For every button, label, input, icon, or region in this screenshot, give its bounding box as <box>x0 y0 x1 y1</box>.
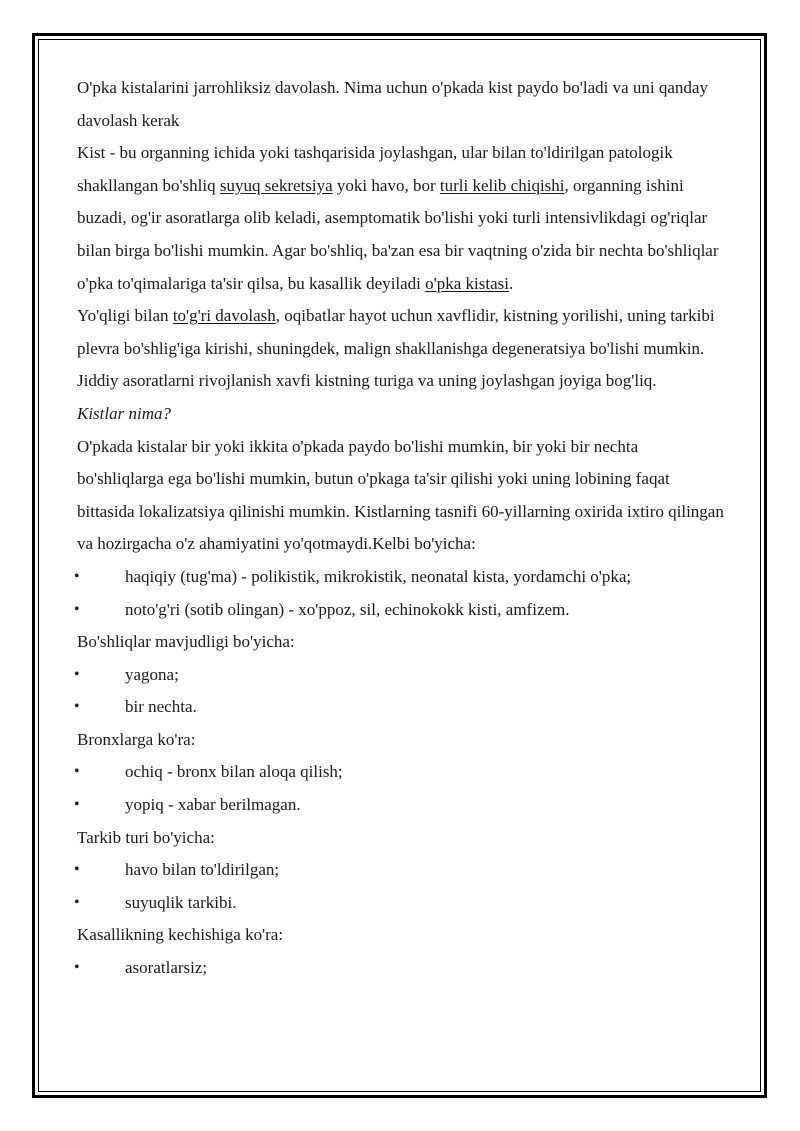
list-item <box>74 691 727 724</box>
link-togri-davolash[interactable]: to'g'ri davolash <box>172 306 276 326</box>
bullet-icon: • <box>74 567 80 585</box>
link-opka-kistasi[interactable]: o'pka kistasi <box>425 273 509 293</box>
text-run: yoki havo, bor <box>332 175 440 195</box>
list-item-text: suyuqlik tarkibi. <box>125 892 237 912</box>
bullet-icon: • <box>74 763 80 781</box>
label-cavities: Bo'shliqlar mavjudligi bo'yicha: <box>77 632 295 652</box>
text-run: Kist - bu organning ichida yoki tashqarisida joylashgan, ular bilan to'ldirilgan patologik shakllangan bo'shliq <box>77 143 673 195</box>
paragraph-definition <box>77 137 727 300</box>
list-item-text: bir nechta. <box>125 697 197 717</box>
document-body <box>74 72 727 985</box>
list-cavities <box>74 659 727 724</box>
list-item <box>74 789 727 822</box>
bullet-icon: • <box>74 600 80 618</box>
list-item-text: yopiq - xabar berilmagan. <box>125 795 301 815</box>
label-bronchi: Bronxlarga ko'ra: <box>77 729 196 749</box>
bullet-icon: • <box>74 861 80 879</box>
text-run: . <box>508 273 514 293</box>
list-item-text: noto'g'ri (sotib olingan) - xo'ppoz, sil, echinokokk kisti, amfizem. <box>125 599 570 619</box>
list-item <box>74 659 727 692</box>
text-run: , oqibatlar hayot uchun xavflidir, kistning yorilishi, uning tarkibi plevra bo'shlig'iga kirishi, shuningdek, malign shakllanishga degeneratsiya bo'lishi mumkin. Jiddiy asoratlarni rivojlanish xavfi kistning turiga va uning joylashgan joyiga bog'liq. <box>77 306 715 391</box>
bullet-icon: • <box>74 893 80 911</box>
list-item <box>74 887 727 920</box>
list-course <box>74 952 727 985</box>
text-run: , organning ishini buzadi, og'ir asoratlarga olib keladi, asemptomatik bo'lishi yoki turli intensivlikdagi og'riqlar bilan birga bo'lishi mumkin. Agar bo'shliq, ba'zan esa bir vaqtning o'zida bir nechta bo'shliqlar o'pka to'qimalariga ta'sir qilsa, bu kasallik deyiladi <box>77 175 719 293</box>
list-item-text: havo bilan to'ldirilgan; <box>125 860 280 880</box>
list-item <box>74 561 727 594</box>
text-run: Yo'qligi bilan <box>77 306 173 326</box>
list-item <box>74 854 727 887</box>
list-item-text: asoratlarsiz; <box>125 958 208 978</box>
list-item-text: ochiq - bronx bilan aloqa qilish; <box>125 762 343 782</box>
list-item <box>74 756 727 789</box>
link-turli-kelib-chiqishi[interactable]: turli kelib chiqishi <box>439 175 565 195</box>
bullet-icon: • <box>74 959 80 977</box>
list-bronchi <box>74 756 727 821</box>
label-content-type: Tarkib turi bo'yicha: <box>77 827 215 847</box>
list-item-text: yagona; <box>125 664 179 684</box>
list-item <box>74 952 727 985</box>
bullet-icon: • <box>74 665 80 683</box>
subheading-kistlar-nima: Kistlar nima? <box>77 403 171 423</box>
list-origin <box>74 561 727 626</box>
label-course: Kasallikning kechishiga ko'ra: <box>77 925 284 945</box>
paragraph-treatment <box>77 300 727 398</box>
link-suyuq-sekretsiya[interactable]: suyuq sekretsiya <box>219 175 333 195</box>
bullet-icon: • <box>74 698 80 716</box>
list-item-text: haqiqiy (tug'ma) - polikistik, mikrokistik, neonatal kista, yordamchi o'pka; <box>125 566 632 586</box>
list-content-type <box>74 854 727 919</box>
document-title: O'pka kistalarini jarrohliksiz davolash. Nima uchun o'pkada kist paydo bo'ladi va uni qanday davolash kerak <box>77 78 708 130</box>
paragraph-classification: O'pkada kistalar bir yoki ikkita o'pkada paydo bo'lishi mumkin, bir yoki bir nechta bo'shliqlarga ega bo'lishi mumkin, butun o'pkaga ta'sir qilishi yoki uning lobining faqat bittasida lokalizatsiya qilinishi mumkin. Kistlarning tasnifi 60-yillarning oxirida ixtiro qilingan va hozirgacha o'z ahamiyatini yo'qotmaydi.Kelbi bo'yicha: <box>77 436 724 554</box>
bullet-icon: • <box>74 796 80 814</box>
list-item <box>74 594 727 627</box>
